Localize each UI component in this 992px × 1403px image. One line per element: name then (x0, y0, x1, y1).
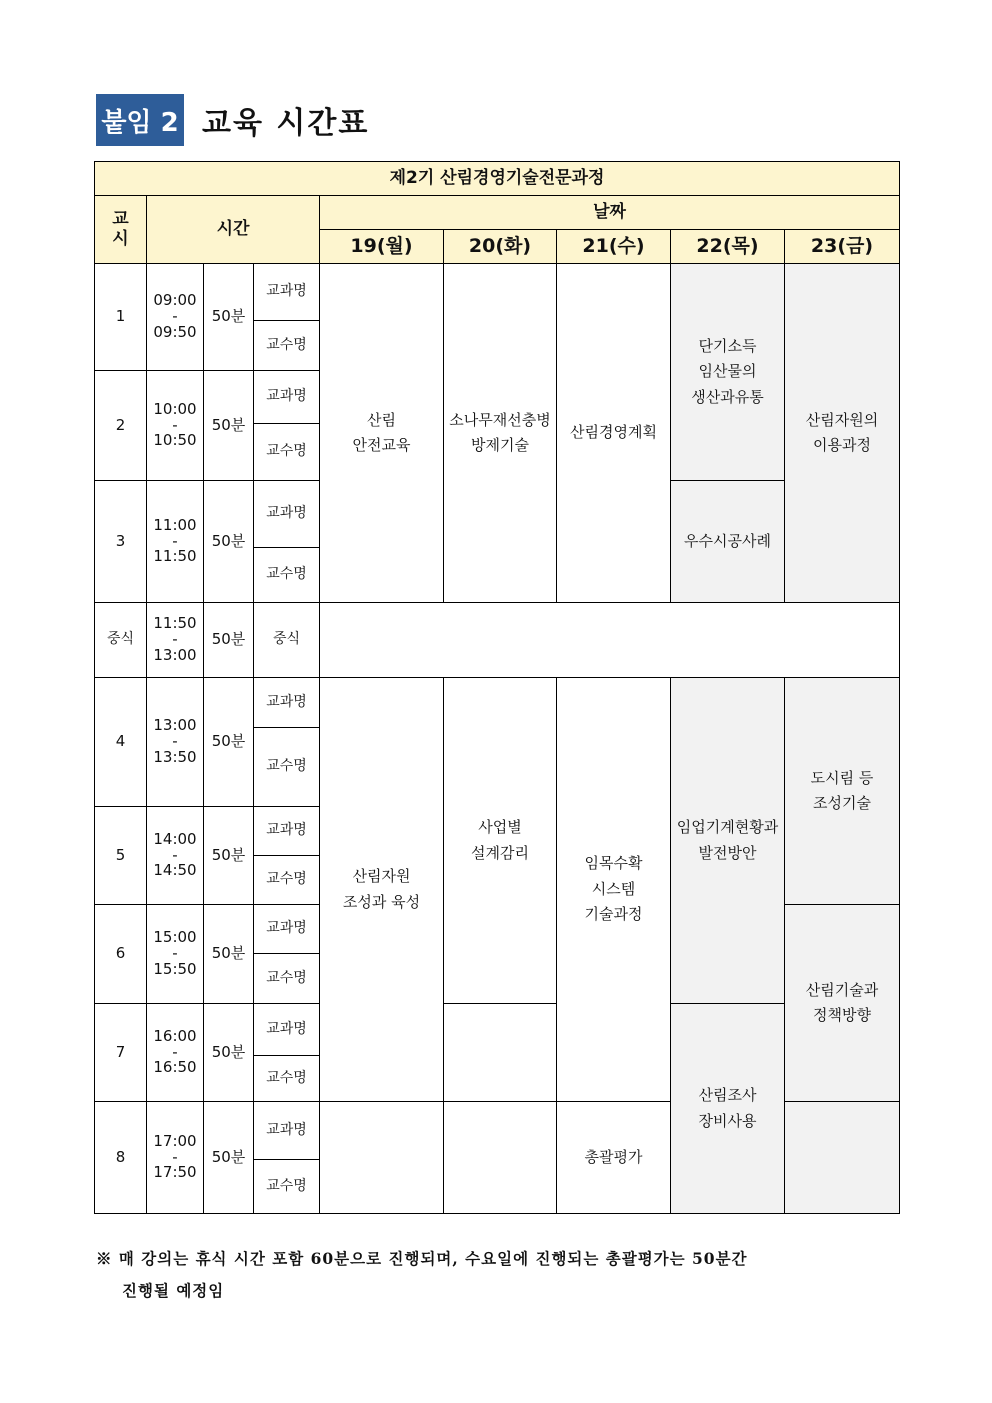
day-header-tue: 20(화) (444, 230, 557, 264)
duration: 50분 (204, 1004, 254, 1102)
session-tue-pm: 사업별 설계감리 (444, 678, 557, 1004)
duration: 50분 (204, 807, 254, 905)
period-number: 2 (95, 371, 147, 481)
period-header: 교 시 (95, 196, 147, 264)
time-range: 09:00 - 09:50 (147, 264, 204, 371)
period-number: 3 (95, 481, 147, 603)
session-tue-8-blank (444, 1102, 557, 1214)
course-name-label: 교과명 (254, 1102, 320, 1160)
session-wed-eval: 총괄평가 (557, 1102, 671, 1214)
period-number: 7 (95, 1004, 147, 1102)
professor-label: 교수명 (254, 856, 320, 905)
day-header-wed: 21(수) (557, 230, 671, 264)
duration: 50분 (204, 264, 254, 371)
professor-label: 교수명 (254, 424, 320, 481)
professor-label: 교수명 (254, 321, 320, 371)
page-title: 교육 시간표 (202, 106, 370, 141)
day-header-thu: 22(목) (671, 230, 785, 264)
duration: 50분 (204, 905, 254, 1004)
document-heading (96, 94, 369, 146)
period-number: 6 (95, 905, 147, 1004)
session-tue-am: 소나무재선충병 방제기술 (444, 264, 557, 603)
lunch-label: 중식 (254, 603, 320, 678)
time-range: 14:00 - 14:50 (147, 807, 204, 905)
duration: 50분 (204, 371, 254, 481)
professor-label: 교수명 (254, 728, 320, 807)
session-fri-pm-1: 도시림 등 조성기술 (785, 678, 900, 905)
duration: 50분 (204, 1102, 254, 1214)
course-name-label: 교과명 (254, 371, 320, 424)
time-range: 15:00 - 15:50 (147, 905, 204, 1004)
duration: 50분 (204, 678, 254, 807)
lunch-period: 중식 (95, 603, 147, 678)
course-title: 제2기 산림경영기술전문과정 (95, 162, 900, 196)
timetable (94, 161, 900, 1214)
time-range: 17:00 - 17:50 (147, 1102, 204, 1214)
session-thu-pm-1: 임업기계현황과 발전방안 (671, 678, 785, 1004)
footnote-line-2: 진행될 예정임 (122, 1281, 225, 1300)
attachment-badge: 붙임 2 (96, 94, 184, 146)
professor-label: 교수명 (254, 1056, 320, 1102)
professor-label: 교수명 (254, 1160, 320, 1214)
session-wed-pm: 임목수확 시스템 기술과정 (557, 678, 671, 1102)
session-fri-am: 산림자원의 이용과정 (785, 264, 900, 603)
professor-label: 교수명 (254, 548, 320, 603)
session-tue-7-blank (444, 1004, 557, 1102)
period-number: 1 (95, 264, 147, 371)
time-range: 11:00 - 11:50 (147, 481, 204, 603)
session-thu-am-2: 우수시공사례 (671, 481, 785, 603)
time-range: 10:00 - 10:50 (147, 371, 204, 481)
date-header: 날짜 (320, 196, 900, 230)
course-name-label: 교과명 (254, 481, 320, 548)
footnote-line-1: ※ 매 강의는 휴식 시간 포함 60분으로 진행되며, 수요일에 진행되는 총괄평가는 50분간 (96, 1249, 748, 1268)
period-number: 5 (95, 807, 147, 905)
duration: 50분 (204, 603, 254, 678)
session-mon-8-blank (320, 1102, 444, 1214)
session-fri-pm-2: 산림기술과 정책방향 (785, 905, 900, 1102)
period-number: 4 (95, 678, 147, 807)
day-header-fri: 23(금) (785, 230, 900, 264)
time-header: 시간 (147, 196, 320, 264)
session-fri-8-blank (785, 1102, 900, 1214)
course-name-label: 교과명 (254, 678, 320, 728)
lunch-time-range: 11:50 - 13:00 (147, 603, 204, 678)
footnote (96, 1243, 902, 1307)
period-number: 8 (95, 1102, 147, 1214)
day-header-mon: 19(월) (320, 230, 444, 264)
session-wed-am: 산림경영계획 (557, 264, 671, 603)
course-name-label: 교과명 (254, 1004, 320, 1056)
time-range: 16:00 - 16:50 (147, 1004, 204, 1102)
course-name-label: 교과명 (254, 905, 320, 954)
session-mon-pm: 산림자원 조성과 육성 (320, 678, 444, 1102)
duration: 50분 (204, 481, 254, 603)
course-name-label: 교과명 (254, 807, 320, 856)
professor-label: 교수명 (254, 954, 320, 1004)
time-range: 13:00 - 13:50 (147, 678, 204, 807)
lunch-blank (320, 603, 900, 678)
session-mon-am: 산림 안전교육 (320, 264, 444, 603)
session-thu-am-1: 단기소득 임산물의 생산과유통 (671, 264, 785, 481)
session-thu-pm-2: 산림조사 장비사용 (671, 1004, 785, 1214)
course-name-label: 교과명 (254, 264, 320, 321)
